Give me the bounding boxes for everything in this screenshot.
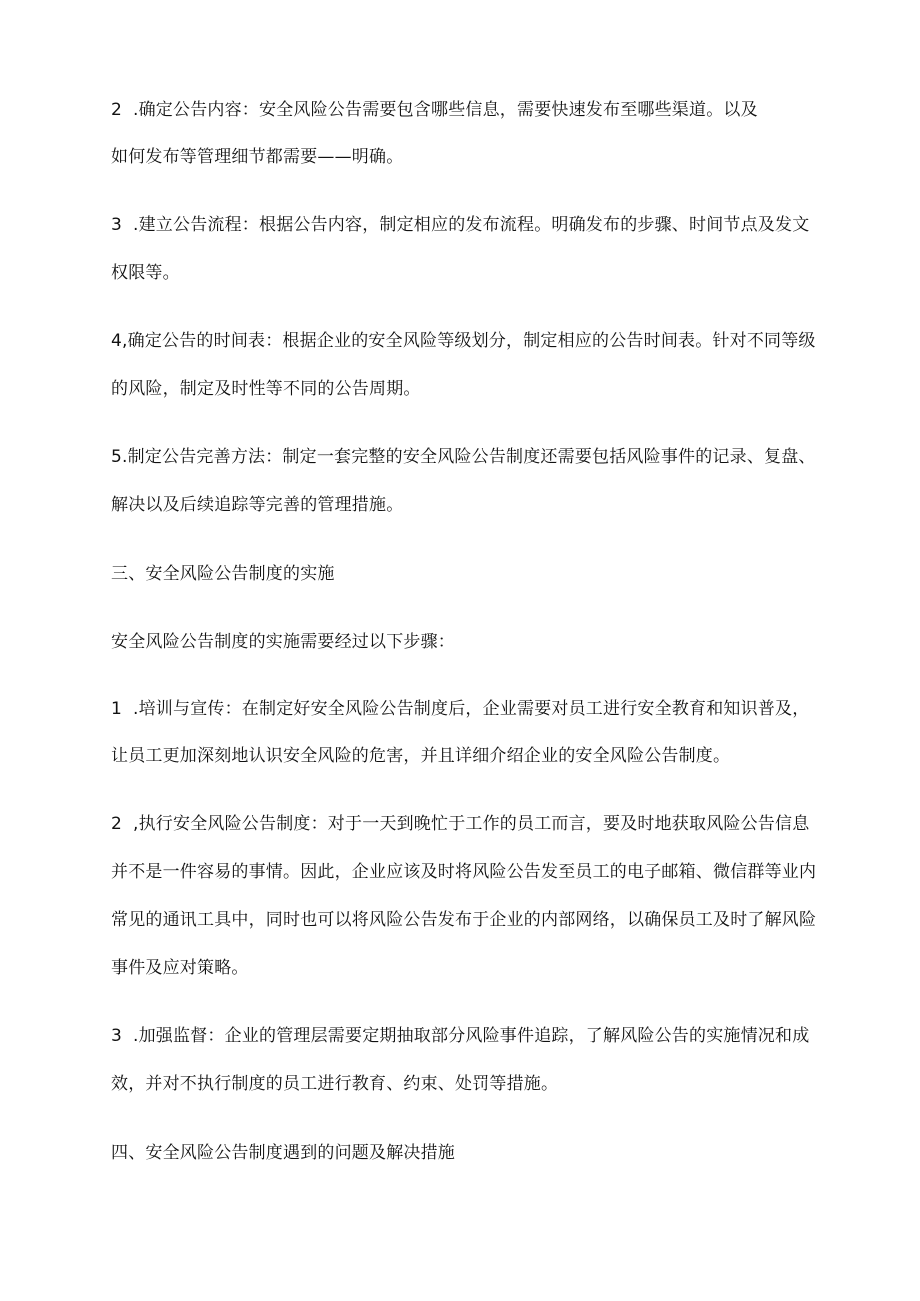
list-number: 2 xyxy=(111,100,123,120)
line-text: 并不是一件容易的事情。因此，企业应该及时将风险公告发至员工的电子邮箱、微信群等业内 xyxy=(111,862,817,882)
paragraph-line xyxy=(111,744,811,768)
line-text: 5.制定公告完善方法：制定一套完整的安全风险公告制度还需要包括风险事件的记录、复盘、 xyxy=(111,447,816,467)
line-text: 解决以及后续追踪等完善的管理措施。 xyxy=(111,495,404,515)
paragraph-line xyxy=(111,1072,811,1096)
line-text: 安全风险公告制度的实施需要经过以下步骤： xyxy=(111,632,455,652)
paragraph-line xyxy=(111,908,817,932)
line-text: 效，并对不执行制度的员工进行教育、约束、处罚等措施。 xyxy=(111,1074,559,1094)
paragraph-line xyxy=(111,1024,811,1048)
line-text: ,执行安全风险公告制度：对于一天到晚忙于工作的员工而言，要及时地获取风险公告信息 xyxy=(133,814,810,834)
list-number: 2 xyxy=(111,814,123,834)
list-number: 3 xyxy=(111,215,123,235)
paragraph-line xyxy=(111,630,811,654)
section-heading xyxy=(111,562,811,586)
line-text: 如何发布等管理细节都需要——明确。 xyxy=(111,147,404,167)
line-text: .建立公告流程：根据公告内容，制定相应的发布流程。明确发布的步骤、时间节点及发文 xyxy=(133,215,810,235)
paragraph-line xyxy=(111,956,811,980)
paragraph-line xyxy=(111,493,811,517)
paragraph-line xyxy=(111,445,816,469)
line-text: 的风险，制定及时性等不同的公告周期。 xyxy=(111,379,421,399)
paragraph-line xyxy=(111,697,811,721)
paragraph-line xyxy=(111,145,811,169)
paragraph-line xyxy=(111,329,816,353)
list-number: 3 xyxy=(111,1026,123,1046)
paragraph-line xyxy=(111,860,817,884)
heading-text: 三、安全风险公告制度的实施 xyxy=(111,564,335,584)
paragraph-line xyxy=(111,812,811,836)
section-heading xyxy=(111,1141,811,1165)
paragraph-line xyxy=(111,261,811,285)
paragraph-line xyxy=(111,213,811,237)
line-text: .加强监督：企业的管理层需要定期抽取部分风险事件追踪，了解风险公告的实施情况和成 xyxy=(133,1026,810,1046)
line-text: 常见的通讯工具中，同时也可以将风险公告发布于企业的内部网络，以确保员工及时了解风险 xyxy=(111,910,817,930)
heading-text: 四、安全风险公告制度遇到的问题及解决措施 xyxy=(111,1143,455,1163)
line-text: 4,确定公告的时间表：根据企业的安全风险等级划分，制定相应的公告时间表。针对不同等级 xyxy=(111,331,816,351)
line-text: 事件及应对策略。 xyxy=(111,958,249,978)
paragraph-line xyxy=(111,98,811,122)
line-text: .确定公告内容：安全风险公告需要包含哪些信息，需要快速发布至哪些渠道。以及 xyxy=(133,100,758,120)
line-text: 权限等。 xyxy=(111,263,180,283)
line-text: 让员工更加深刻地认识安全风险的危害，并且详细介绍企业的安全风险公告制度。 xyxy=(111,746,731,766)
paragraph-line xyxy=(111,377,811,401)
list-number: 1 xyxy=(111,699,123,719)
line-text: .培训与宣传：在制定好安全风险公告制度后，企业需要对员工进行安全教育和知识普及， xyxy=(133,699,810,719)
